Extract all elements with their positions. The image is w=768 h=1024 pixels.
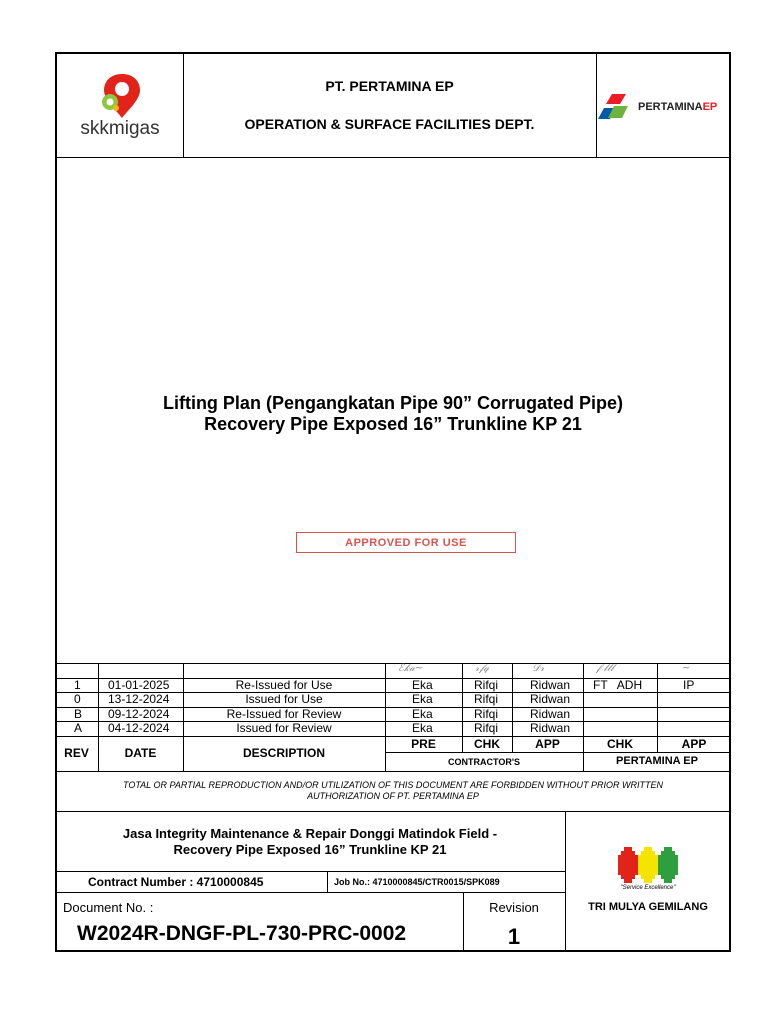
chk-cell: Rifqi [474, 707, 499, 721]
date-cell: 04-12-2024 [108, 721, 170, 735]
header-right-divider [596, 52, 597, 157]
app-cell: Ridwan [530, 678, 571, 692]
pre-cell: Eka [412, 721, 433, 735]
header-left-divider [183, 52, 184, 157]
document-number-label: Document No. : [63, 900, 154, 915]
description-column-header: DESCRIPTION [242, 746, 325, 760]
rev-table-bottom [55, 771, 731, 772]
rev-col-line [385, 663, 386, 771]
notice-bottom-line [55, 811, 731, 812]
rev-cell: 1 [74, 678, 81, 692]
client-chk-cell: FT ADH [593, 678, 643, 692]
rev-table-top [55, 663, 731, 664]
description-cell: Issued for Use [245, 692, 323, 706]
description-cell: Issued for Review [236, 721, 332, 735]
signature-client-chk: 𝒻 𝓁𝓁𝓁 [596, 663, 614, 674]
app-cell: Ridwan [530, 692, 571, 706]
project-title [55, 826, 565, 858]
description-cell: Re-Issued for Review [226, 707, 342, 721]
tri-mulya-tagline: "Service Excellence" [620, 885, 676, 891]
notice-line2: AUTHORIZATION OF PT. PERTAMINA EP [307, 791, 479, 801]
document-frame [55, 52, 731, 952]
pertamina-logo-text: PERTAMINAEP [638, 101, 718, 113]
department-name: OPERATION & SURFACE FACILITIES DEPT. [244, 116, 535, 132]
chk-column-header: CHK [474, 737, 500, 751]
tri-mulya-name: TRI MULYA GEMILANG [588, 901, 708, 913]
pre-cell: Eka [412, 692, 433, 706]
client-chk-column-header: CHK [607, 737, 633, 751]
rev-cell: A [74, 721, 83, 735]
skkmigas-logo-text: skkmigas [80, 118, 160, 139]
rev-header-subline [385, 752, 731, 753]
company-name: PT. PERTAMINA EP [325, 78, 454, 94]
signature-client-app: ~ [682, 663, 691, 674]
document-title-line1: Lifting Plan (Pengangkatan Pipe 90” Corrugated Pipe) [162, 393, 624, 413]
signature-pre: ℰ𝓀𝒶~ [398, 663, 424, 674]
contract-divider [327, 871, 328, 892]
rev-cell: B [74, 707, 83, 721]
project-title-line1: Jasa Integrity Maintenance & Repair Donggi Matindok Field - [122, 826, 498, 841]
pre-cell: Eka [412, 678, 433, 692]
revision-value: 1 [507, 924, 521, 949]
date-cell: 13-12-2024 [108, 692, 170, 706]
revision-label: Revision [489, 900, 539, 915]
pre-cell: Eka [412, 707, 433, 721]
notice-line1: TOTAL OR PARTIAL REPRODUCTION AND/OR UTILIZATION OF THIS DOCUMENT ARE FORBIDDEN WITHOUT PRIOR WRITTEN [122, 780, 664, 790]
rev-column-header: REV [64, 746, 89, 760]
pertamina-logo-icon [598, 92, 634, 122]
rev-cell: 0 [74, 692, 81, 706]
project-title-line2: Recovery Pipe Exposed 16” Trunkline KP 21 [173, 842, 447, 857]
document-number: W2024R-DNGF-PL-730-PRC-0002 [77, 922, 407, 945]
job-number: Job No.: 4710000845/CTR0015/SPK089 [334, 877, 500, 887]
contract-bottom-line [55, 892, 565, 893]
tri-mulya-logo [565, 845, 731, 925]
chk-cell: Rifqi [474, 678, 499, 692]
tri-mulya-logo-icon [613, 845, 683, 887]
app-cell: Ridwan [530, 707, 571, 721]
approved-stamp: APPROVED FOR USE [296, 532, 516, 553]
date-cell: 09-12-2024 [108, 707, 170, 721]
chk-cell: Rifqi [474, 721, 499, 735]
contract-number: Contract Number : 4710000845 [88, 875, 264, 889]
client-app-column-header: APP [681, 737, 707, 751]
client-app-cell: IP [683, 678, 695, 692]
date-cell: 01-01-2025 [108, 678, 170, 692]
signature-chk: 𝓇𝒻𝓆 [475, 663, 489, 674]
chk-cell: Rifqi [474, 692, 499, 706]
date-column-header: DATE [124, 746, 157, 760]
app-column-header: APP [535, 737, 560, 751]
pre-column-header: PRE [411, 737, 436, 751]
reproduction-notice [55, 780, 731, 802]
header-divider [55, 157, 731, 158]
app-cell: Ridwan [530, 721, 571, 735]
contract-top-line [55, 871, 565, 872]
client-header: PERTAMINA EP [616, 755, 698, 767]
document-title-line2: Recovery Pipe Exposed 16” Trunkline KP 21 [204, 414, 582, 434]
skkmigas-logo [70, 72, 170, 142]
pertamina-logo [598, 92, 730, 124]
contractors-header: CONTRACTOR'S [448, 757, 520, 767]
signature-app: 𝒟𝓇 [532, 663, 545, 674]
description-cell: Re-Issued for Use [235, 678, 333, 692]
